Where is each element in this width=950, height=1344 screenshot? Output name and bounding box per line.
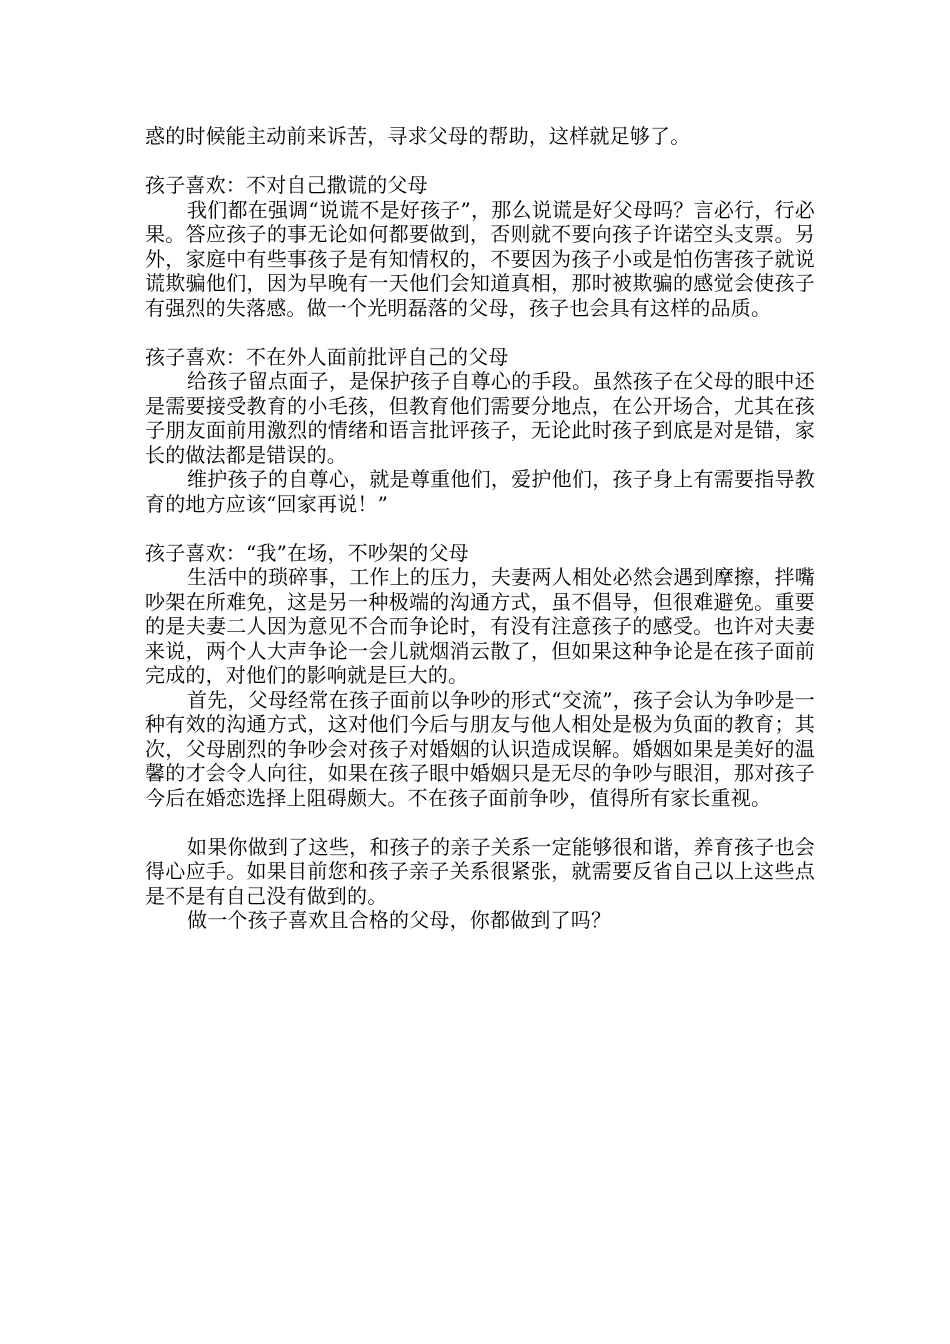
paragraph-quarrel-effects: 首先，父母经常在孩子面前以争吵的形式“交流”，孩子会认为争吵是一种有效的沟通方式，这对他们今后与朋友与他人相处是极为负面的教育；其次，父母剧烈的争吵会对孩子对婚姻的认识造成误解。婚姻如果是美好的温馨的才会令人向往，如果在孩子眼中婚姻只是无尽的争吵与眼泪，那对孩子今后在婚恋选择上阻碍颇大。不在孩子面前争吵，值得所有家长重视。 <box>145 687 815 810</box>
paragraph-face-saving: 给孩子留点面子，是保护孩子自尊心的手段。虽然孩子在父母的眼中还是需要接受教育的小毛孩，但教育他们需要分地点，在公开场合，尤其在孩子朋友面前用激烈的情绪和语言批评孩子，无论此时孩子到底是对是错，家长的做法都是错误的。 <box>145 369 815 467</box>
paragraph-honesty: 我们都在强调“说谎不是好孩子”，那么说谎是好父母吗？言必行，行必果。答应孩子的事无论如何都要做到，否则就不要向孩子许诺空头支票。另外，家庭中有些事孩子是有知情权的，不要因为孩子小或是怕伤害孩子就说谎欺骗他们，因为早晚有一天他们会知道真相，那时被欺骗的感觉会使孩子有强烈的失落感。做一个光明磊落的父母，孩子也会具有这样的品质。 <box>145 197 815 320</box>
paragraph-daily-friction: 生活中的琐碎事，工作上的压力，夫妻两人相处必然会遇到摩擦，拌嘴吵架在所难免，这是另一种极端的沟通方式，虽不倡导，但很难避免。重要的是夫妻二人因为意见不合而争论时，有没有注意孩子的感受。也许对夫妻来说，两个人大声争论一会儿就烟消云散了，但如果这种争论是在孩子面前完成的，对他们的影响就是巨大的。 <box>145 565 815 687</box>
paragraph-continuation: 惑的时候能主动前来诉苦，寻求父母的帮助，这样就足够了。 <box>145 124 691 148</box>
section-heading-honesty: 孩子喜欢：不对自己撒谎的父母 <box>145 173 428 197</box>
paragraph-closing-question: 做一个孩子喜欢且合格的父母，你都做到了吗？ <box>187 908 612 932</box>
section-heading-no-public-criticism: 孩子喜欢：不在外人面前批评自己的父母 <box>145 344 509 369</box>
paragraph-gap <box>145 810 815 835</box>
paragraph-gap <box>145 149 815 174</box>
paragraph-self-esteem: 维护孩子的自尊心，就是尊重他们，爱护他们，孩子身上有需要指导教育的地方应该“回家再说！” <box>145 467 815 516</box>
paragraph-gap <box>145 320 815 345</box>
paragraph-conclusion: 如果你做到了这些，和孩子的亲子关系一定能够很和谐，养育孩子也会得心应手。如果目前您和孩子亲子关系很紧张，就需要反省自己以上这些点是不是有自己没有做到的。 <box>145 834 815 908</box>
document-page <box>145 124 815 933</box>
section-heading-no-quarrel: 孩子喜欢：“我”在场，不吵架的父母 <box>145 540 469 565</box>
paragraph-gap <box>145 516 815 541</box>
